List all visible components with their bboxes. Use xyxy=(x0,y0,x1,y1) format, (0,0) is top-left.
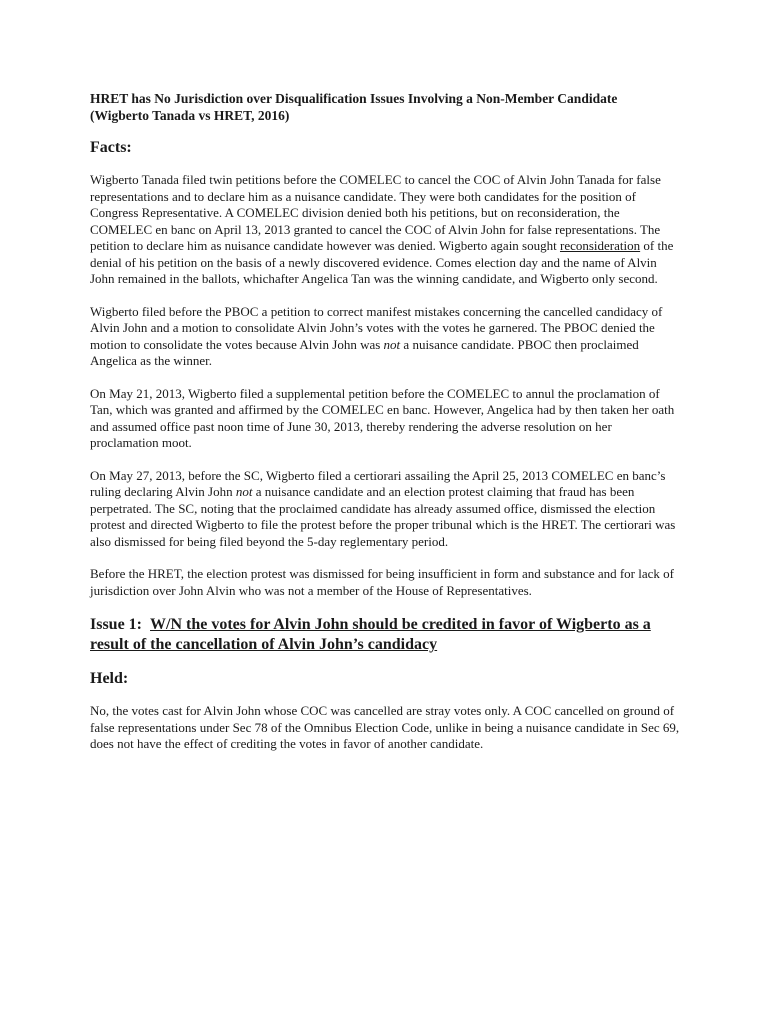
facts-paragraph-4: On May 27, 2013, before the SC, Wigberto filed a certiorari assailing the April 25, 2013 COMELEC en banc’s ruling declaring Alvin John not a nuisance candidate and an election protest claiming that fraud has been perpetrated. The SC, noting that the proclaimed candidate has already assumed office, dismissed the election protest and directed Wigberto to file the protest before the proper tribunal which is the HRET. The certiorari was also dismissed for being filed beyond the 5-day reglementary period. xyxy=(90,467,676,549)
title-line-1: HRET has No Jurisdiction over Disqualification Issues Involving a Non-Member Candidate xyxy=(90,91,618,106)
issue-heading xyxy=(90,615,680,655)
facts-paragraph-3: On May 21, 2013, Wigberto filed a supplemental petition before the COMELEC to annul the proclamation of Tan, which was granted and affirmed by the COMELEC en banc. However, Angelica had by then taken her oath and assumed office past noon time of June 30, 2013, thereby rendering the adverse resolution on her proclamation moot. xyxy=(90,385,675,450)
held-heading: Held: xyxy=(90,670,129,687)
italic-word: not xyxy=(235,484,253,499)
facts-paragraph-5: Before the HRET, the election protest was dismissed for being insufficient in form and substance and for lack of jurisdiction over John Alvin who was not a member of the House of Representatives. xyxy=(90,566,674,598)
document-page xyxy=(90,90,680,769)
facts-paragraph-2: Wigberto filed before the PBOC a petition to correct manifest mistakes concerning the cancelled candidacy of Alvin John and a motion to consolidate Alvin John’s votes with the votes he garnered. The PBOC denied the motion to consolidate the votes because Alvin John was not a nuisance candidate. PBOC then proclaimed Angelica as the winner. xyxy=(90,303,663,368)
facts-heading: Facts: xyxy=(90,139,132,156)
title-line-2: (Wigberto Tanada vs HRET, 2016) xyxy=(90,108,290,123)
italic-word: not xyxy=(383,336,401,352)
document-title xyxy=(90,90,680,124)
facts-paragraph-1: Wigberto Tanada filed twin petitions before the COMELEC to cancel the COC of Alvin John Tanada for false representations and to declare him as a nuisance candidate. They were both candidates for the position of Congress Representative. A COMELEC division denied both his petitions, but on reconsideration, the COMELEC en banc on April 13, 2013 granted to cancel the COC of Alvin John for false representations. The petition to declare him as nuisance candidate however was denied. Wigberto again sought reconsideration of the denial of his petition on the basis of a newly discovered evidence. Comes election day and the name of Alvin John remained in the ballots, whichafter Angelica Tan was the winning candidate, and Wigberto only second. xyxy=(90,172,674,286)
issue-label: Issue 1: xyxy=(90,616,143,633)
underlined-word: reconsideration xyxy=(559,238,641,253)
held-paragraph: No, the votes cast for Alvin John whose COC was cancelled are stray votes only. A COC cancelled on ground of false representations under Sec 78 of the Omnibus Election Code, unlike in being a nuisance candidate in Sec 69, does not have the effect of crediting the votes in favor of another candidate. xyxy=(90,703,680,751)
issue-text: W/N the votes for Alvin John should be credited in favor of Wigberto as a result of the cancellation of Alvin John’s candidacy xyxy=(90,616,651,653)
